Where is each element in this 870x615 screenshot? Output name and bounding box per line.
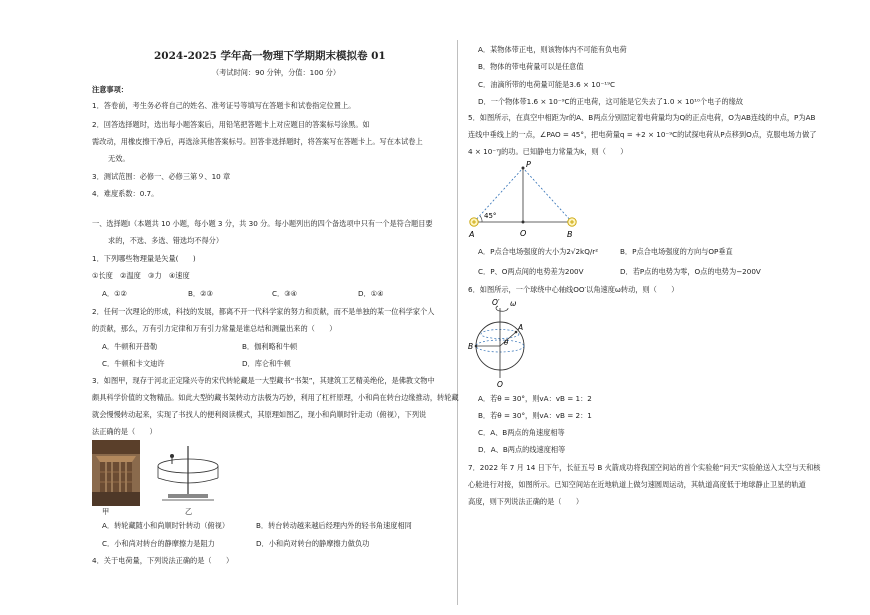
note-line: 3．测试范围：必修一、必修三第９、10 章	[92, 172, 231, 181]
column-divider	[457, 40, 458, 605]
point-label-a: A	[518, 323, 524, 332]
charges-diagram	[468, 160, 580, 242]
note-line: 2．回答选择题时，选出每小题答案后，用铅笔把答题卡上对应题目的答案标号涂黑。如	[92, 120, 370, 129]
axis-top-label: O′	[492, 298, 500, 307]
option[interactable]: B．物体的带电荷量可以是任意值	[478, 62, 584, 71]
question-stem: 就会慢慢转动起来，实现了书找人的便利阅读模式，其原理如图乙，现小和尚顺时针走动（俯视），下列说	[92, 410, 427, 419]
option[interactable]: A．若θ = 30°，则vA：vB = 1：2	[478, 394, 592, 403]
sphere-diagram	[468, 296, 540, 388]
omega-label: ω	[510, 299, 517, 308]
question-stem: 高度，则下列说法正确的是（ ）	[468, 497, 584, 506]
option[interactable]: A．某物体带正电，则该物体内不可能有负电荷	[478, 45, 627, 54]
section-heading: 一、选择题Ⅰ（本题共 10 小题，每小题 3 分，共 30 分。每小题列出的四个备选项中只有一个是符合题目要	[92, 219, 433, 228]
option[interactable]: A．牛顿和开普勒	[102, 342, 158, 351]
point-label-o: O	[520, 229, 527, 238]
theta-label: θ	[504, 339, 509, 347]
question-stem: 7．2022 年 7 月 14 日下午，长征五号 B 火箭成功将我国空间站的首个实验舱“问天”实验舱送入太空与天和核	[468, 463, 821, 472]
question-stem: 的贡献，那么，万有引力定律和万有引力常量是谁总结和测量出来的（ ）	[92, 324, 337, 333]
option[interactable]: C．油滴所带的电荷量可能是3.6 × 10⁻¹⁹C	[478, 80, 616, 89]
point-label-a: A	[469, 230, 475, 239]
option[interactable]: A．①②	[102, 289, 127, 298]
note-line: 4．难度系数：0.7。	[92, 189, 159, 198]
option[interactable]: B．P点合电场强度的方向与OP垂直	[620, 247, 733, 256]
option[interactable]: C．小和尚对转台的静摩擦力是阻力	[102, 539, 215, 548]
question-items: ①长度 ②温度 ③力 ④速度	[92, 271, 190, 280]
angle-label: 45°	[484, 212, 497, 220]
bookcase-photo	[92, 440, 140, 506]
option[interactable]: D．①④	[358, 289, 384, 298]
option[interactable]: D．小和尚对转台的静摩擦力做负功	[256, 539, 370, 548]
option[interactable]: C．③④	[272, 289, 298, 298]
note-line: 1．答卷前，考生务必将自己的姓名、准考证号等填写在答题卡和试卷指定位置上。	[92, 101, 356, 110]
question-stem: 连线中垂线上的一点，∠PAO = 45°，把电荷量q = +2 × 10⁻⁹C的试探电荷从P点移到O点，克服电场力做了	[468, 130, 817, 139]
axis-bottom-label: O	[497, 380, 503, 388]
option[interactable]: D．一个物体带1.6 × 10⁻⁹C的正电荷，这可能是它失去了1.0 × 10¹⁰个电子的缘故	[478, 97, 744, 106]
section-heading: 求的，不选、多选、错选均不得分）	[108, 236, 224, 245]
option[interactable]: B．若θ = 30°，则vA：vB = 2：1	[478, 411, 592, 420]
option[interactable]: A．P点合电场强度的大小为2√2kQ/r²	[478, 247, 599, 256]
option[interactable]: B．转台转动越来越后经理内外的轻书角速度相同	[256, 521, 412, 530]
question-stem: 4．关于电荷量，下列说法正确的是（ ）	[92, 556, 234, 565]
question-stem: 6．如图所示，一个球绕中心轴线OO′以角速度ω转动，则（ ）	[468, 285, 679, 294]
option[interactable]: A．转轮藏随小和尚顺时针转动（俯视）	[102, 521, 230, 530]
point-label-b: B	[468, 342, 474, 351]
question-stem: 颇具科学价值的文物精品。如此大型的藏书架转动方法极为巧妙，利用了杠杆原理，小和尚在转台边缘推动，转轮藏	[92, 393, 459, 402]
point-label-b: B	[567, 230, 573, 239]
option[interactable]: B．伽利略和牛顿	[242, 342, 298, 351]
option[interactable]: C．牛顿和卡文迪许	[102, 359, 165, 368]
question-stem: 4 × 10⁻⁷J的功。已知静电力常量为k，则（ ）	[468, 147, 628, 156]
option[interactable]: D．库仑和牛顿	[242, 359, 291, 368]
option[interactable]: C．A、B两点的角速度相等	[478, 428, 565, 437]
question-stem: 1．下列哪些物理量是矢量( )	[92, 254, 196, 263]
exam-title: 2024-2025 学年高一物理下学期期末模拟卷 01	[154, 50, 386, 62]
question-stem: 3．如图甲，现存于河北正定隆兴寺的宋代转轮藏是一大型藏书“书架”，其建筑工艺精美绝伦，是佛教文物中	[92, 376, 435, 385]
question-stem: 心舱进行对接，如图所示。已知空间站在近地轨道上做匀速圆周运动，其轨道高度低于地球静止卫星的轨道	[468, 480, 806, 489]
figure-caption: 乙	[185, 507, 193, 516]
exam-subtitle: （考试时间：90 分钟，分值：100 分）	[212, 68, 341, 77]
option[interactable]: B．②③	[188, 289, 214, 298]
point-label-p: P	[526, 160, 531, 169]
note-line: 无效。	[108, 154, 130, 163]
question-stem: 5．如图所示，在真空中相距为r的A、B两点分别固定着电荷量均为Q的正点电荷，O为AB连线的中点，P为AB	[468, 113, 816, 122]
turntable-diagram	[152, 444, 224, 506]
question-stem: 2．任何一次理论的形成，科技的发展，都离不开一代科学家的努力和贡献，而不是单独的某一位科学家个人	[92, 307, 435, 316]
option[interactable]: C．P、O两点间的电势差为200V	[478, 267, 584, 276]
question-stem: 法正确的是（ ）	[92, 427, 157, 436]
option[interactable]: D．若P点的电势为零，O点的电势为−200V	[620, 267, 761, 276]
option[interactable]: D．A、B两点的线速度相等	[478, 445, 566, 454]
note-line: 需改动，用橡皮擦干净后，再选涂其他答案标号。回答非选择题时，将答案写在答题卡上。写在本试卷上	[92, 137, 423, 146]
figure-caption: 甲	[102, 507, 110, 516]
notes-heading: 注意事项：	[92, 85, 128, 94]
